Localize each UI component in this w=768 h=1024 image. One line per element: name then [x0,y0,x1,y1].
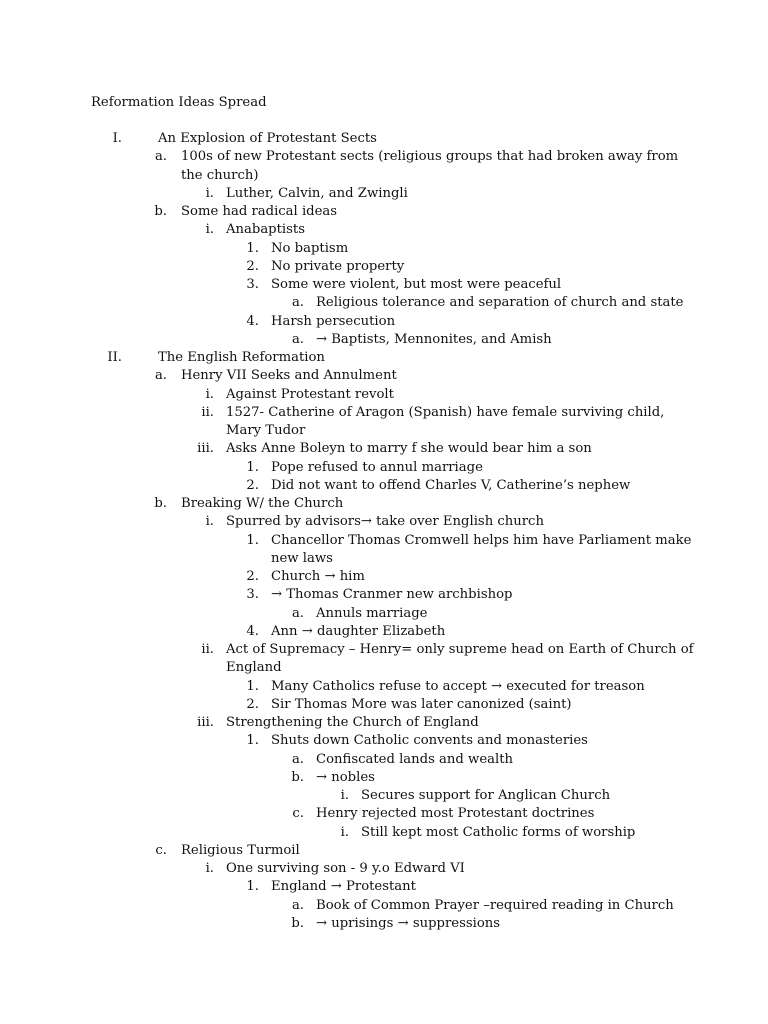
outline-marker: 1. [246,241,259,256]
outline-line [0,513,768,531]
outline-line [0,276,768,294]
outline-marker: 2. [246,259,259,274]
outline-line [0,240,768,258]
outline-line [0,605,768,623]
outline-marker: a. [291,752,304,767]
outline-text: Henry VII Seeks and Annulment [181,368,397,383]
outline-marker: b. [291,770,304,785]
outline-marker: i. [205,861,214,876]
outline-line [0,897,768,915]
outline-text: Asks Anne Boleyn to marry f she would bear him a son [226,441,592,456]
outline-line [0,878,768,896]
outline-marker: i. [340,825,349,840]
outline-line [0,623,768,641]
outline-text: the church) [181,168,259,183]
outline-text: Strengthening the Church of England [226,715,479,730]
outline-marker: a. [291,898,304,913]
outline-text: Annuls marriage [316,606,428,621]
outline-marker: 4. [246,314,259,329]
outline-text: England [226,660,282,675]
outline-marker: i. [205,186,214,201]
outline-text: Anabaptists [226,222,305,237]
outline-marker: 1. [246,460,259,475]
outline-line [0,678,768,696]
outline-marker: ii. [201,405,214,420]
outline-text: Mary Tudor [226,423,306,438]
outline-text: Ann → daughter Elizabeth [271,624,446,639]
outline-text: No private property [271,259,405,274]
outline-marker: 1. [246,879,259,894]
outline-marker: i. [205,222,214,237]
outline-line [0,659,768,677]
outline-text: Chancellor Thomas Cromwell helps him have Parliament make [271,533,692,548]
outline-text: Confiscated lands and wealth [316,752,514,767]
outline-text: → nobles [316,770,375,785]
outline-line [0,860,768,878]
outline-text: 100s of new Protestant sects (religious groups that had broken away from [181,149,679,164]
outline-line [0,732,768,750]
outline-line [0,440,768,458]
outline-line [0,130,768,148]
outline-text: Luther, Calvin, and Zwingli [226,186,408,201]
outline-line [0,294,768,312]
outline-marker: i. [205,514,214,529]
outline-marker: b. [154,204,167,219]
outline-text: → Baptists, Mennonites, and Amish [316,332,552,347]
outline-marker: a. [291,606,304,621]
outline-marker: 3. [246,277,259,292]
outline-marker: ii. [201,642,214,657]
outline-line [0,805,768,823]
outline-text: One surviving son - 9 y.o Edward VI [226,861,465,876]
outline-line [0,696,768,714]
outline-line [0,769,768,787]
outline-text: Did not want to offend Charles V, Catherine’s nephew [271,478,631,493]
outline-line [0,787,768,805]
outline-marker: iii. [197,715,214,730]
outline-line [0,185,768,203]
outline-line [0,532,768,550]
outline-text: Act of Supremacy – Henry= only supreme head on Earth of Church of [226,642,694,657]
outline-marker: 3. [246,587,259,602]
outline-marker: 2. [246,478,259,493]
outline-marker: 1. [246,533,259,548]
outline-line [0,459,768,477]
outline-line [0,148,768,166]
outline-line [0,331,768,349]
outline-marker: iii. [197,441,214,456]
outline-marker: a. [154,368,167,383]
outline-line [0,550,768,568]
outline-text: No baptism [271,241,349,256]
outline-marker: i. [340,788,349,803]
outline-text: Secures support for Anglican Church [361,788,611,803]
outline-marker: a. [154,149,167,164]
outline-line [0,751,768,769]
outline-line [0,641,768,659]
outline-text: An Explosion of Protestant Sects [158,131,377,146]
outline-marker: a. [291,295,304,310]
outline-line [0,477,768,495]
outline-text: Harsh persecution [271,314,396,329]
outline-text: 1527- Catherine of Aragon (Spanish) have female surviving child, [226,405,665,420]
outline-line [0,915,768,933]
outline-marker: 1. [246,733,259,748]
outline-marker: II. [107,350,122,365]
outline-text: Henry rejected most Protestant doctrines [316,806,595,821]
outline-line [0,221,768,239]
outline-marker: a. [291,332,304,347]
outline-marker: 4. [246,624,259,639]
outline-line [0,404,768,422]
outline-line [0,203,768,221]
outline-text: Against Protestant revolt [226,387,394,402]
outline-marker: 1. [246,679,259,694]
outline-line [0,824,768,842]
outline-text: Religious tolerance and separation of church and state [316,295,684,310]
outline-text: The English Reformation [158,350,325,365]
outline-marker: b. [291,916,304,931]
outline-text: new laws [271,551,333,566]
outline-marker: i. [205,387,214,402]
outline-marker: b. [154,496,167,511]
outline-text: Still kept most Catholic forms of worship [361,825,636,840]
outline-text: Religious Turmoil [181,843,300,858]
outline-text: Shuts down Catholic convents and monasteries [271,733,588,748]
outline-text: Church → him [271,569,365,584]
outline-text: Some were violent, but most were peaceful [271,277,562,292]
outline-text: Pope refused to annul marriage [271,460,483,475]
document-title: Reformation Ideas Spread [91,95,267,110]
outline-marker: 2. [246,697,259,712]
outline-text: Book of Common Prayer –required reading in Church [316,898,674,913]
outline-marker: 2. [246,569,259,584]
outline-text: Some had radical ideas [181,204,338,219]
outline-text: Sir Thomas More was later canonized (saint) [271,697,572,712]
outline-line [0,586,768,604]
outline-line [0,258,768,276]
outline-line [0,495,768,513]
outline-marker: I. [112,131,122,146]
outline-text: England → Protestant [271,879,416,894]
outline-text: → Thomas Cranmer new archbishop [271,587,513,602]
outline-line [0,349,768,367]
outline-line [0,714,768,732]
outline-line [0,842,768,860]
outline-line [0,167,768,185]
outline-line [0,367,768,385]
outline-marker: c. [155,843,167,858]
outline-line [0,422,768,440]
outline-line [0,568,768,586]
outline-text: Breaking W/ the Church [181,496,344,511]
outline-text: Many Catholics refuse to accept → executed for treason [271,679,645,694]
outline-line [0,386,768,404]
outline-line [0,313,768,331]
outline-text: Spurred by advisors→ take over English church [226,514,544,529]
outline-text: → uprisings → suppressions [316,916,501,931]
outline-marker: c. [292,806,304,821]
